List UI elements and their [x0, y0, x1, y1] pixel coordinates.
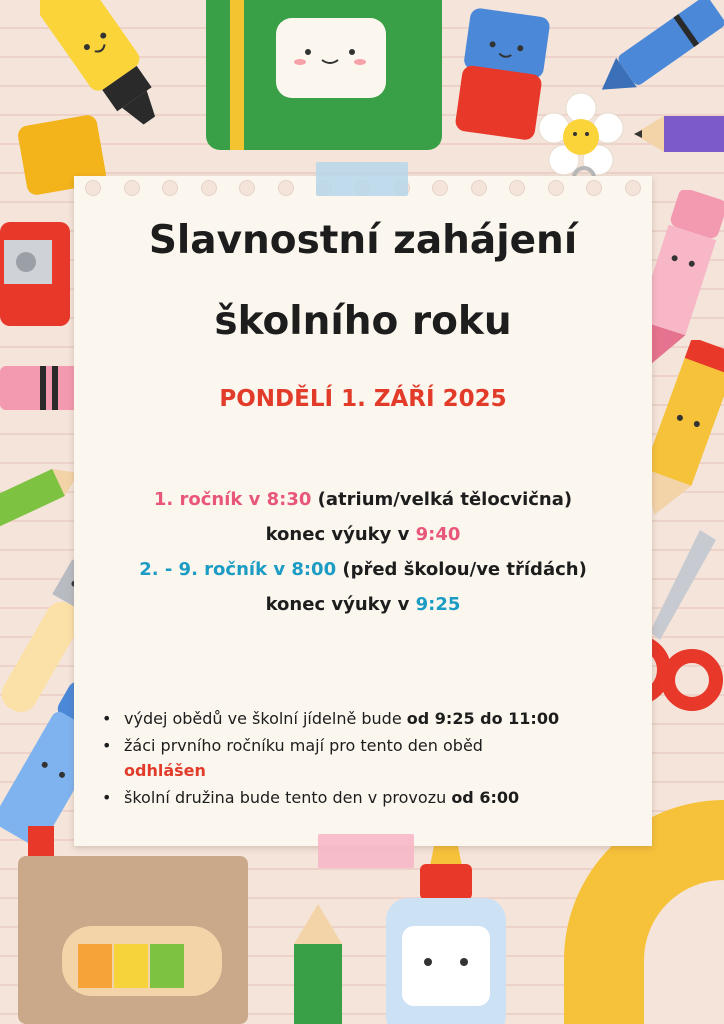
info-item-after-school-text: školní družina bude tento den v provozu od 6:00 [124, 788, 520, 807]
first-grade-time: 1. ročník v 8:30 [153, 489, 312, 510]
crayon-icon [600, 0, 724, 100]
other-grades-end-label: konec výuky v [265, 594, 416, 615]
schedule-line-4 [74, 587, 652, 622]
info-item-first-grade-text: žáci prvního ročníku mají pro tento den oběd odhlášen [124, 736, 483, 780]
title-line-1: Slavnostní zahájení [148, 218, 578, 263]
bullet: • [102, 736, 112, 755]
bullet: • [102, 709, 112, 728]
other-grades-time: 2. - 9. ročník v 8:00 [139, 559, 337, 580]
tape-bottom [318, 834, 414, 868]
info-item-after-school [100, 785, 660, 810]
info-item-lunch-text: výdej obědů ve školní jídelně bude od 9:25 do 11:00 [124, 709, 560, 728]
sharpener-icon [0, 212, 78, 332]
notebook-icon [206, 0, 446, 150]
tape-top [316, 162, 408, 196]
title-line-2: školního roku [214, 299, 512, 344]
pencil-green-icon [290, 904, 346, 1024]
yellow-pencil-icon [644, 340, 724, 520]
schedule-line-2 [74, 517, 652, 552]
crayon-box-icon [18, 826, 268, 1024]
other-grades-place: (před školou/ve třídách) [336, 559, 587, 580]
first-grade-place: (atrium/velká tělocvična) [311, 489, 573, 510]
info-item-lunch [100, 706, 660, 731]
pencil-icon [634, 108, 724, 168]
bullet: • [102, 788, 112, 807]
info-item-first-grade [100, 733, 660, 783]
other-grades-end-time: 9:25 [415, 594, 461, 615]
first-grade-end-time: 9:40 [415, 524, 461, 545]
event-date: PONDĚLÍ 1. ZÁŘÍ 2025 [219, 386, 507, 412]
schedule-line-3 [74, 552, 652, 587]
first-grade-end-label: konec výuky v [265, 524, 416, 545]
schedule-line-1 [74, 482, 652, 517]
info-list [100, 706, 660, 810]
